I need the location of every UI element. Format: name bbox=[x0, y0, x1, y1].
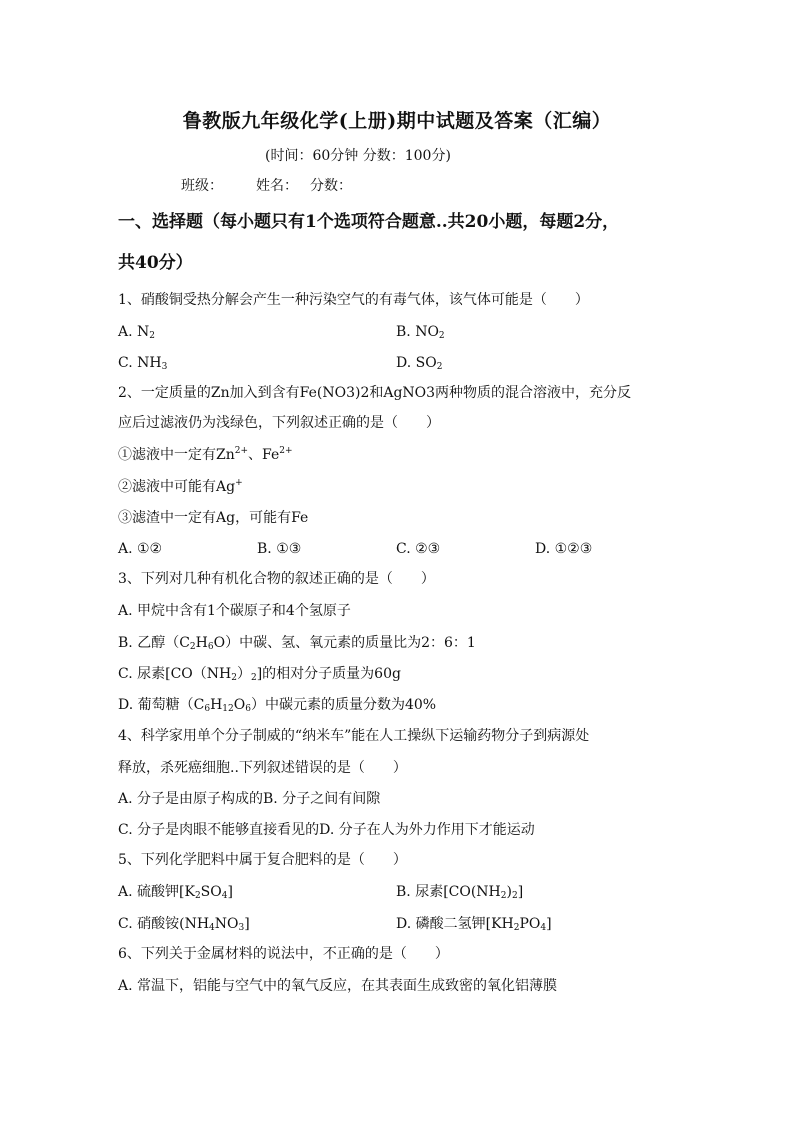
question-5-stem: 5、下列化学肥料中属于复合肥料的是（ ） bbox=[118, 852, 407, 868]
q3-option-c: C. 尿素$[CO(NH_2)_2]$的相对分子质量为60g bbox=[118, 666, 401, 683]
question-4-stem-line1: 4、科学家用单个分子制威的“纳米车”能在人工操纵下运输药物分子到病源处 bbox=[118, 728, 590, 744]
q6-option-a: A. 常温下，铝能与空气中的氧气反应，在其表面生成致密的氧化铝薄膜 bbox=[118, 978, 558, 994]
exam-subtitle: (时间：60分钟 分数：100分) bbox=[265, 148, 451, 164]
q2-statement-2: ②滤液中可能有Ag+ bbox=[118, 478, 243, 495]
question-3-stem: 3、下列对几种有机化合物的叙述正确的是（ ） bbox=[118, 571, 435, 587]
q2-option-a: A. ①② bbox=[118, 541, 163, 557]
q3-option-a: A. 甲烷中含有1个碳原子和4个氢原子 bbox=[118, 603, 351, 619]
q5-option-c: C. 硝酸铵$(NH_4NO_3]$ bbox=[118, 916, 250, 933]
class-label: 班级： bbox=[181, 178, 223, 194]
q1-option-b: B. $NO_2$ bbox=[396, 324, 445, 341]
q3-option-b: B. 乙醇$(C_2H_6O)$中碳、氢、氧元素的质量比为2：6：1 bbox=[118, 635, 476, 652]
q5-option-b: B. 尿素$[CO(NH_2)_2]$ bbox=[396, 884, 524, 901]
score-label: 分数： bbox=[310, 178, 352, 194]
question-2-stem-line2: 应后过滤液仍为浅绿色，下列叙述正确的是（ ） bbox=[118, 415, 440, 431]
q1-option-c: C. $NH_3$ bbox=[118, 355, 168, 372]
q2-statement-1: ①滤液中一定有$Zn^{2+}$、$Fe^{2+}$ bbox=[118, 446, 293, 463]
section-heading-line1: 一、选择题（每小题只有1个选项符合题意..共20小题，每题2分， bbox=[118, 212, 620, 232]
q1-option-d: D. $SO_2$ bbox=[396, 355, 443, 372]
q4-options-cd: C. 分子是肉眼不能够直接看见的D. 分子在人为外力作用下才能运动 bbox=[118, 822, 535, 838]
q4-options-ab: A. 分子是由原子构成的B. 分子之间有间隙 bbox=[118, 791, 381, 807]
q2-option-c: C. ②③ bbox=[396, 541, 441, 557]
page-title: 鲁教版九年级化学(上册)期中试题及答案（汇编） bbox=[182, 110, 612, 132]
question-4-stem-line2: 释放，杀死癌细胞..下列叙述错误的是（ ） bbox=[118, 760, 407, 776]
question-2-stem-line1: 2、一定质量的Zn加入到含有Fe(NO3)2和AgNO3两种物质的混合溶液中，充分反 bbox=[118, 385, 632, 401]
question-1-stem: 1、硝酸铜受热分解会产生一种污染空气的有毒气体，该气体可能是（ ） bbox=[118, 292, 589, 308]
student-info bbox=[181, 176, 352, 196]
question-6-stem: 6、下列关于金属材料的说法中，不正确的是（ ） bbox=[118, 946, 449, 962]
q2-statement-3: ③滤渣中一定有Ag，可能有Fe bbox=[118, 510, 309, 526]
q5-option-a: A. 硫酸钾$[K_2SO_4]$ bbox=[118, 884, 233, 901]
q2-option-d: D. ①②③ bbox=[535, 541, 593, 557]
q2-option-b: B. ①③ bbox=[257, 541, 302, 557]
section-heading-line2: 共40分） bbox=[118, 253, 193, 273]
q5-option-d: D. 磷酸二氢钾$[KH_2PO_4]$ bbox=[396, 916, 552, 933]
q1-option-a: A. $N_2$ bbox=[118, 324, 155, 341]
name-label: 姓名： bbox=[256, 178, 298, 194]
q3-option-d: D. 葡萄糖$(C_6H_{12}O_6)$中碳元素的质量分数为40% bbox=[118, 697, 437, 714]
